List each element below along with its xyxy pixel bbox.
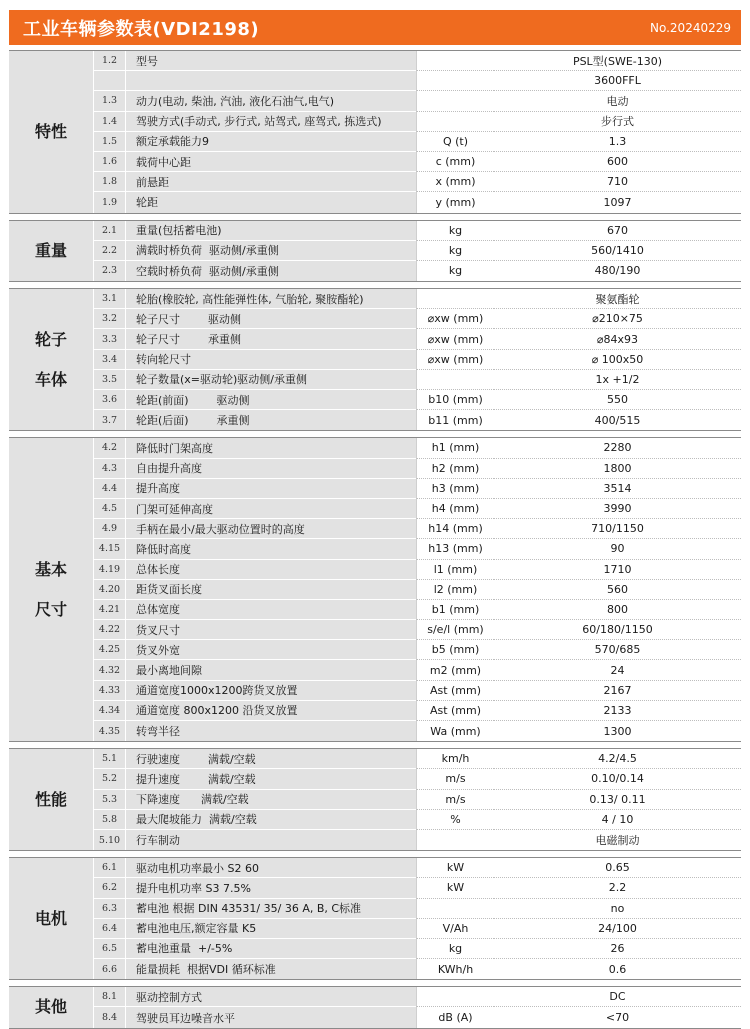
param-name: 提升高度 xyxy=(126,479,416,499)
section-rows xyxy=(94,987,741,1027)
param-code: 1.4 xyxy=(94,112,126,132)
param-code: 6.4 xyxy=(94,919,126,939)
param-code: 4.9 xyxy=(94,519,126,539)
table-row xyxy=(94,459,741,479)
param-value: 1x +1/2 xyxy=(494,370,741,390)
param-value: PSL型(SWE-130) xyxy=(494,51,741,71)
param-value: 2.2 xyxy=(494,878,741,898)
table-row xyxy=(94,939,741,959)
param-value: 24 xyxy=(494,660,741,680)
table-row xyxy=(94,600,741,620)
param-value: 0.6 xyxy=(608,962,627,976)
table-row xyxy=(94,221,741,241)
section-5 xyxy=(9,748,741,851)
section-rows xyxy=(94,221,741,282)
parameter-table xyxy=(9,50,741,1029)
param-unit: kg xyxy=(416,221,494,241)
section-label-line-2: 车体 xyxy=(34,369,67,389)
param-unit: km/h xyxy=(416,749,494,769)
section-rows xyxy=(94,51,741,213)
param-code: 1.5 xyxy=(94,132,126,152)
param-name: 下降速度 满载/空载 xyxy=(126,790,416,810)
param-name: 转向轮尺寸 xyxy=(126,350,416,370)
section-7 xyxy=(9,986,741,1028)
param-code: 8.4 xyxy=(94,1007,126,1027)
param-value: <70 xyxy=(605,1011,630,1025)
param-value: 1097 xyxy=(603,195,632,209)
param-unit xyxy=(416,899,494,919)
param-value: 0.10/0.14 xyxy=(494,769,741,789)
table-row xyxy=(94,1007,741,1027)
param-name: 最小离地间隙 xyxy=(126,660,416,680)
param-code: 4.20 xyxy=(94,580,126,600)
param-value: 2167 xyxy=(494,681,741,701)
param-name: 驾驶方式(手动式, 步行式, 站驾式, 座驾式, 拣选式) xyxy=(126,112,416,132)
param-value: 480/190 xyxy=(594,264,641,278)
param-code: 5.8 xyxy=(94,810,126,830)
param-unit: b5 (mm) xyxy=(416,640,494,660)
table-row xyxy=(94,91,741,111)
param-code: 5.10 xyxy=(94,830,126,850)
param-value: 0.65 xyxy=(494,858,741,878)
param-name: 额定承载能力9 xyxy=(126,132,416,152)
param-unit xyxy=(416,51,494,71)
param-code: 1.8 xyxy=(94,172,126,192)
param-name: 转弯半径 xyxy=(126,721,416,741)
param-value: 1710 xyxy=(494,560,741,580)
section-rows xyxy=(94,858,741,979)
param-name: 手柄在最小/最大驱动位置时的高度 xyxy=(126,519,416,539)
param-value: ⌀84x93 xyxy=(494,329,741,349)
param-code: 6.5 xyxy=(94,939,126,959)
param-value: 4 / 10 xyxy=(494,810,741,830)
param-value: 570/685 xyxy=(494,640,741,660)
param-name: 轮距(前面) 驱动侧 xyxy=(126,390,416,410)
param-unit xyxy=(416,71,494,91)
param-unit: h14 (mm) xyxy=(416,519,494,539)
param-name: 能量损耗 根据VDI 循环标准 xyxy=(126,959,416,979)
param-name: 空载时桥负荷 驱动侧/承重侧 xyxy=(126,261,416,281)
param-code: 4.19 xyxy=(94,560,126,580)
param-code: 2.3 xyxy=(94,261,126,281)
table-row xyxy=(94,878,741,898)
param-name: 通道宽度1000x1200跨货叉放置 xyxy=(126,681,416,701)
param-unit: KWh/h xyxy=(416,959,494,979)
param-code: 4.25 xyxy=(94,640,126,660)
param-name: 载荷中心距 xyxy=(126,152,416,172)
section-rows xyxy=(94,289,741,430)
param-unit: Ast (mm) xyxy=(416,701,494,721)
param-code: 3.3 xyxy=(94,329,126,349)
param-name xyxy=(126,71,416,91)
param-code: 4.33 xyxy=(94,681,126,701)
table-row xyxy=(94,71,741,91)
param-code: 5.3 xyxy=(94,790,126,810)
param-unit: h2 (mm) xyxy=(416,459,494,479)
param-name: 总体宽度 xyxy=(126,600,416,620)
table-row xyxy=(94,519,741,539)
table-row xyxy=(94,919,741,939)
table-row xyxy=(94,640,741,660)
table-row xyxy=(94,749,741,769)
param-unit: x (mm) xyxy=(416,172,494,192)
param-name: 提升电机功率 S3 7.5% xyxy=(126,878,416,898)
param-value: 3514 xyxy=(494,479,741,499)
param-value: 710/1150 xyxy=(494,519,741,539)
table-row xyxy=(94,580,741,600)
param-code: 5.1 xyxy=(94,749,126,769)
param-name: 最大爬坡能力 满载/空载 xyxy=(126,810,416,830)
section-label-line-1: 轮子 xyxy=(34,329,67,349)
param-value: 60/180/1150 xyxy=(494,620,741,640)
param-name: 轮胎(橡胶轮, 高性能弹性体, 气胎轮, 聚胺酯轮) xyxy=(126,289,416,309)
param-code: 2.1 xyxy=(94,221,126,241)
param-name: 门架可延伸高度 xyxy=(126,499,416,519)
param-name: 蓄电池 根据 DIN 43531/ 35/ 36 A, B, C标准 xyxy=(126,899,416,919)
section-3 xyxy=(9,288,741,431)
table-row xyxy=(94,329,741,349)
param-code: 3.7 xyxy=(94,410,126,430)
section-2 xyxy=(9,220,741,283)
table-row xyxy=(94,132,741,152)
param-name: 总体长度 xyxy=(126,560,416,580)
table-row xyxy=(94,620,741,640)
param-unit: h4 (mm) xyxy=(416,499,494,519)
param-name: 蓄电池重量 +/-5% xyxy=(126,939,416,959)
param-unit: l1 (mm) xyxy=(416,560,494,580)
param-name: 行驶速度 满载/空载 xyxy=(126,749,416,769)
param-unit: dB (A) xyxy=(416,1007,494,1027)
param-value: 670 xyxy=(494,221,741,241)
param-code: 4.3 xyxy=(94,459,126,479)
param-name: 轮距(后面) 承重侧 xyxy=(126,410,416,430)
param-name: 前悬距 xyxy=(126,172,416,192)
param-name: 货叉外宽 xyxy=(126,640,416,660)
param-name: 蓄电池电压,额定容量 K5 xyxy=(126,919,416,939)
param-value: 710 xyxy=(494,172,741,192)
param-unit: kW xyxy=(416,878,494,898)
param-code: 3.1 xyxy=(94,289,126,309)
param-code: 2.2 xyxy=(94,241,126,261)
section-label: 特性 xyxy=(9,51,94,213)
param-value: 3990 xyxy=(494,499,741,519)
param-unit xyxy=(416,289,494,309)
param-code: 4.4 xyxy=(94,479,126,499)
param-unit: y (mm) xyxy=(416,192,494,212)
table-row xyxy=(94,289,741,309)
param-value: 0.13/ 0.11 xyxy=(494,790,741,810)
param-code: 4.2 xyxy=(94,438,126,458)
param-unit: l2 (mm) xyxy=(416,580,494,600)
param-unit: b10 (mm) xyxy=(416,390,494,410)
param-unit: h3 (mm) xyxy=(416,479,494,499)
param-code: 4.22 xyxy=(94,620,126,640)
section-4 xyxy=(9,437,741,742)
param-name: 自由提升高度 xyxy=(126,459,416,479)
table-row xyxy=(94,172,741,192)
param-value: 2133 xyxy=(494,701,741,721)
param-unit: kg xyxy=(416,261,494,281)
param-value: 550 xyxy=(494,390,741,410)
param-name: 驾驶员耳边噪音水平 xyxy=(126,1007,416,1027)
param-code: 4.21 xyxy=(94,600,126,620)
param-value: 4.2/4.5 xyxy=(494,749,741,769)
param-unit xyxy=(416,987,494,1007)
param-value: 600 xyxy=(494,152,741,172)
param-value: 24/100 xyxy=(494,919,741,939)
param-code: 6.6 xyxy=(94,959,126,979)
param-unit: c (mm) xyxy=(416,152,494,172)
param-code: 6.3 xyxy=(94,899,126,919)
param-unit: kg xyxy=(416,241,494,261)
table-row xyxy=(94,810,741,830)
param-code: 1.6 xyxy=(94,152,126,172)
param-code: 1.2 xyxy=(94,51,126,71)
section-rows xyxy=(94,438,741,741)
param-name: 轮子尺寸 驱动侧 xyxy=(126,309,416,329)
param-name: 重量(包括蓄电池) xyxy=(126,221,416,241)
param-code: 3.5 xyxy=(94,370,126,390)
title-bar xyxy=(9,10,741,45)
param-name: 动力(电动, 柴油, 汽油, 液化石油气,电气) xyxy=(126,91,416,111)
param-unit: h13 (mm) xyxy=(416,539,494,559)
param-unit: b11 (mm) xyxy=(416,410,494,430)
param-name: 轮子尺寸 承重侧 xyxy=(126,329,416,349)
param-value: 步行式 xyxy=(494,112,741,132)
param-code: 4.5 xyxy=(94,499,126,519)
param-code: 6.1 xyxy=(94,858,126,878)
param-unit: ⌀xw (mm) xyxy=(416,309,494,329)
param-value: 560 xyxy=(494,580,741,600)
table-row xyxy=(94,899,741,919)
section-6 xyxy=(9,857,741,980)
param-code: 5.2 xyxy=(94,769,126,789)
table-row xyxy=(94,410,741,430)
table-row xyxy=(94,858,741,878)
section-label: 性能 xyxy=(9,749,94,850)
param-name: 行车制动 xyxy=(126,830,416,850)
param-value: 26 xyxy=(494,939,741,959)
table-row xyxy=(94,370,741,390)
table-row xyxy=(94,241,741,261)
table-row xyxy=(94,390,741,410)
section-label xyxy=(9,438,94,741)
table-row xyxy=(94,721,741,741)
table-row xyxy=(94,769,741,789)
param-unit: m/s xyxy=(416,769,494,789)
param-value: ⌀210×75 xyxy=(494,309,741,329)
param-value: 1800 xyxy=(494,459,741,479)
param-code: 4.15 xyxy=(94,539,126,559)
param-unit: Wa (mm) xyxy=(416,721,494,741)
section-label: 重量 xyxy=(9,221,94,282)
table-row xyxy=(94,261,741,281)
param-name: 降低时门架高度 xyxy=(126,438,416,458)
param-unit xyxy=(416,112,494,132)
param-unit: ⌀xw (mm) xyxy=(416,329,494,349)
param-code: 1.3 xyxy=(94,91,126,111)
table-row xyxy=(94,830,741,850)
table-row xyxy=(94,660,741,680)
param-unit xyxy=(416,370,494,390)
table-row xyxy=(94,309,741,329)
param-unit: ⌀xw (mm) xyxy=(416,350,494,370)
param-unit: % xyxy=(416,810,494,830)
section-1 xyxy=(9,50,741,214)
section-label: 其他 xyxy=(9,987,94,1027)
param-code: 8.1 xyxy=(94,987,126,1007)
table-row xyxy=(94,959,741,979)
table-row xyxy=(94,701,741,721)
param-value: 电磁制动 xyxy=(595,834,640,848)
param-code xyxy=(94,71,126,91)
param-code: 6.2 xyxy=(94,878,126,898)
param-name: 距货叉面长度 xyxy=(126,580,416,600)
param-name: 通道宽度 800x1200 沿货叉放置 xyxy=(126,701,416,721)
table-row xyxy=(94,350,741,370)
param-value: 800 xyxy=(494,600,741,620)
param-unit: m/s xyxy=(416,790,494,810)
param-unit: h1 (mm) xyxy=(416,438,494,458)
section-label xyxy=(9,289,94,430)
param-value: 90 xyxy=(494,539,741,559)
table-row xyxy=(94,192,741,212)
param-value: 2280 xyxy=(494,438,741,458)
param-value: ⌀ 100x50 xyxy=(494,350,741,370)
param-code: 4.35 xyxy=(94,721,126,741)
param-code: 3.4 xyxy=(94,350,126,370)
section-label-line-1: 基本 xyxy=(34,559,67,579)
sheet-title: 工业车辆参数表(VDI2198) xyxy=(23,18,260,40)
table-row xyxy=(94,438,741,458)
param-code: 3.2 xyxy=(94,309,126,329)
param-unit: Ast (mm) xyxy=(416,681,494,701)
param-code: 4.34 xyxy=(94,701,126,721)
param-name: 驱动控制方式 xyxy=(126,987,416,1007)
param-name: 满载时桥负荷 驱动侧/承重侧 xyxy=(126,241,416,261)
param-unit: s/e/l (mm) xyxy=(416,620,494,640)
param-code: 1.9 xyxy=(94,192,126,212)
section-rows xyxy=(94,749,741,850)
param-value: DC xyxy=(494,987,741,1007)
param-value: 聚氨酯轮 xyxy=(494,289,741,309)
param-name: 提升速度 满载/空载 xyxy=(126,769,416,789)
table-row xyxy=(94,479,741,499)
param-unit xyxy=(416,830,494,850)
param-name: 轮子数量(x=驱动轮)驱动侧/承重侧 xyxy=(126,370,416,390)
param-name: 型号 xyxy=(126,51,416,71)
param-unit: kW xyxy=(416,858,494,878)
param-name: 货叉尺寸 xyxy=(126,620,416,640)
param-value: 400/515 xyxy=(594,413,641,427)
table-row xyxy=(94,539,741,559)
param-unit: b1 (mm) xyxy=(416,600,494,620)
param-value: 1.3 xyxy=(494,132,741,152)
table-row xyxy=(94,499,741,519)
section-label-line-2: 尺寸 xyxy=(34,599,67,619)
table-row xyxy=(94,790,741,810)
param-unit: V/Ah xyxy=(416,919,494,939)
param-unit: m2 (mm) xyxy=(416,660,494,680)
param-code: 4.32 xyxy=(94,660,126,680)
param-name: 轮距 xyxy=(126,192,416,212)
table-row xyxy=(94,51,741,71)
param-unit: kg xyxy=(416,939,494,959)
table-row xyxy=(94,112,741,132)
section-label: 电机 xyxy=(9,858,94,979)
param-unit xyxy=(416,91,494,111)
param-value: 560/1410 xyxy=(494,241,741,261)
param-name: 驱动电机功率最小 S2 60 xyxy=(126,858,416,878)
param-value: no xyxy=(494,899,741,919)
param-unit: Q (t) xyxy=(416,132,494,152)
table-row xyxy=(94,560,741,580)
table-row xyxy=(94,152,741,172)
param-value: 3600FFL xyxy=(494,71,741,91)
table-row xyxy=(94,681,741,701)
param-value: 1300 xyxy=(603,724,632,738)
table-row xyxy=(94,987,741,1007)
document-number: No.20240229 xyxy=(650,20,731,35)
param-value: 电动 xyxy=(494,91,741,111)
param-name: 降低时高度 xyxy=(126,539,416,559)
param-code: 3.6 xyxy=(94,390,126,410)
